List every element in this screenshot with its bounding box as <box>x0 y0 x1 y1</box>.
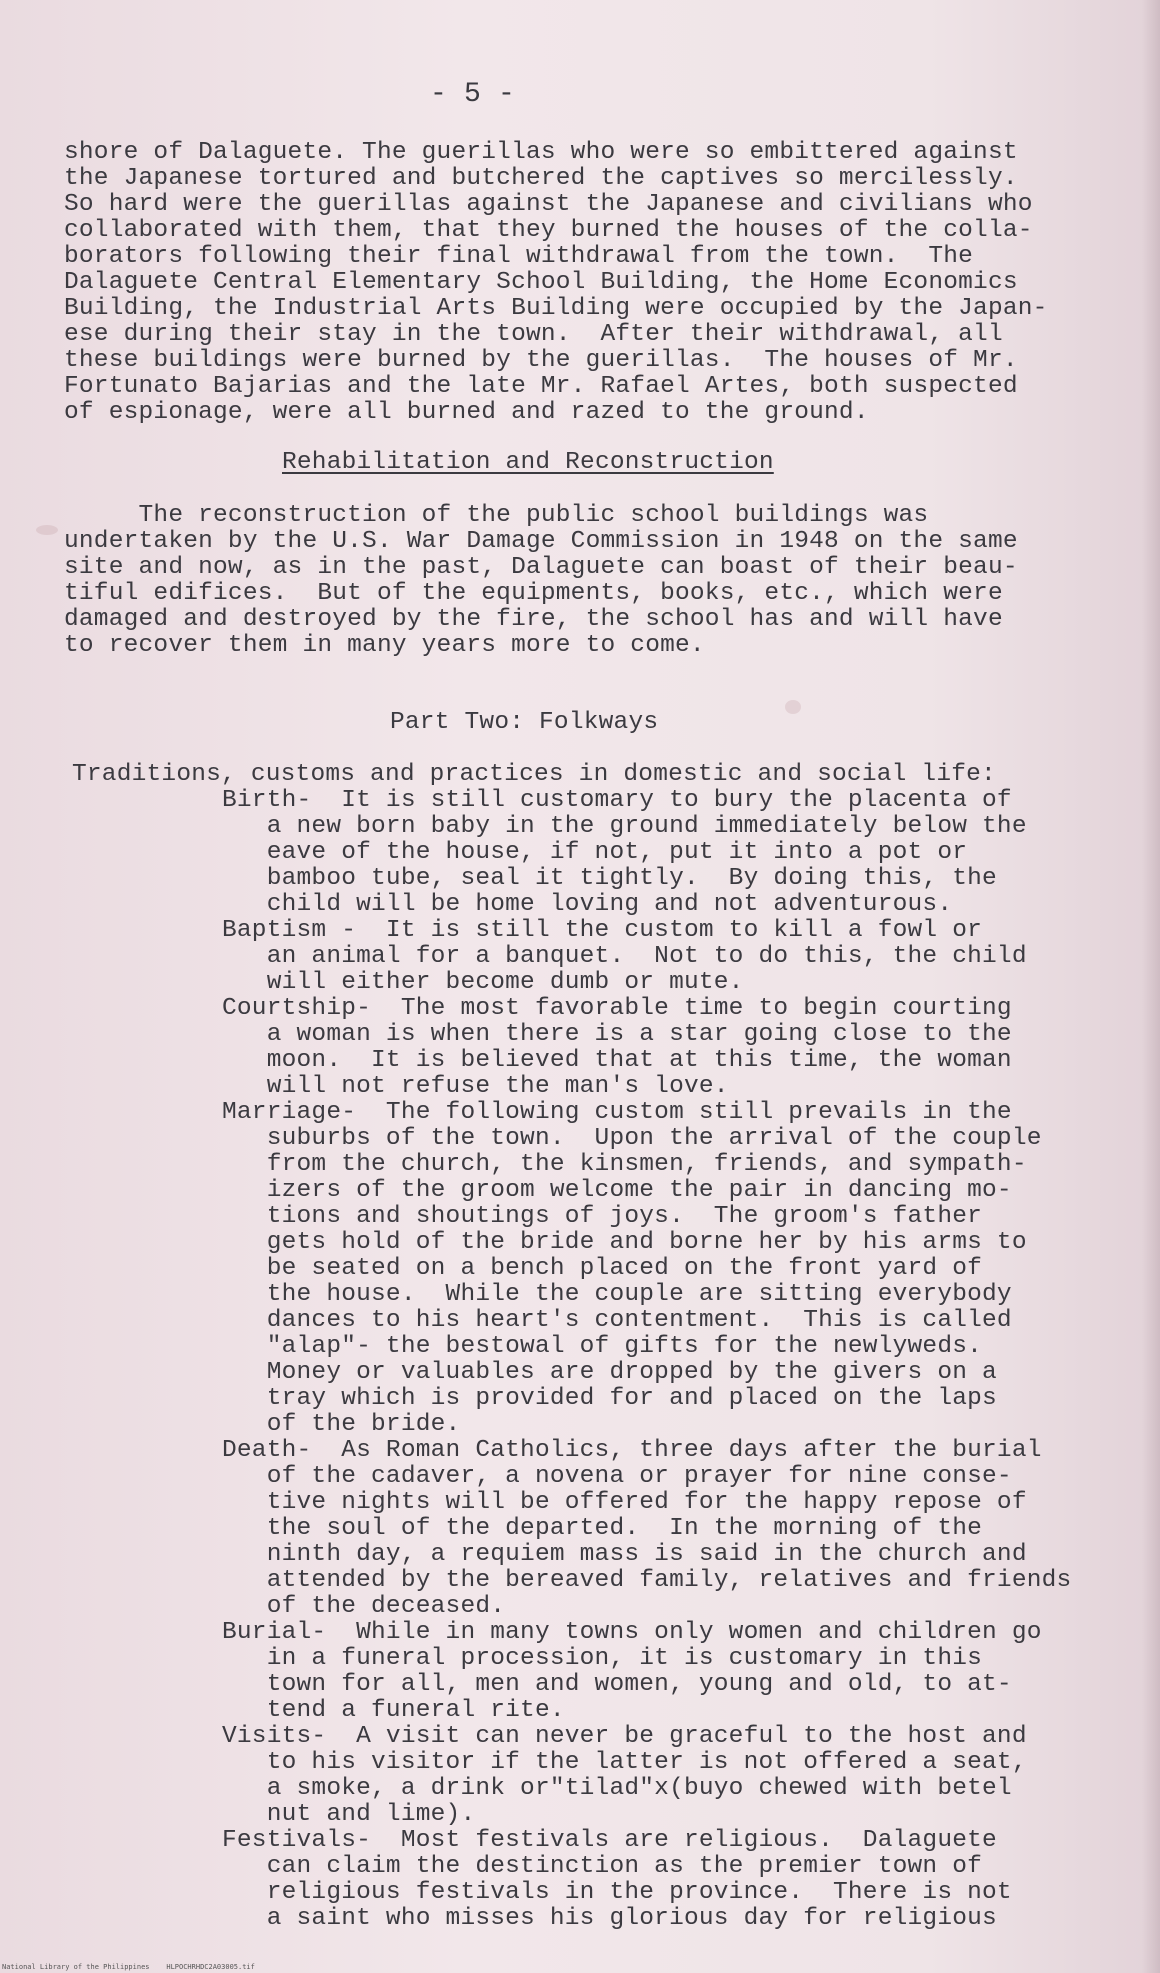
entry-text-line: the soul of the departed. In the morning of the <box>222 1515 983 1542</box>
body-text-line: collaborated with them, that they burned the houses of the colla- <box>64 217 1033 244</box>
body-text-line: shore of Dalaguete. The guerillas who were so embittered against <box>64 139 1018 166</box>
part-heading: Part Two: Folkways <box>390 709 659 736</box>
entry-text-line: suburbs of the town. Upon the arrival of the couple <box>222 1125 1042 1152</box>
body-text-line: the Japanese tortured and butchered the captives so mercilessly. <box>64 165 1018 192</box>
entry-text-line: of the cadaver, a novena or prayer for nine conse- <box>222 1463 1012 1490</box>
entry-term-line: Festivals- Most festivals are religious. Dalaguete <box>222 1827 997 1854</box>
body-text-line: So hard were the guerillas against the Japanese and civilians who <box>64 191 1033 218</box>
body-text-line: undertaken by the U.S. War Damage Commission in 1948 on the same <box>64 528 1018 555</box>
entry-text-line: can claim the destinction as the premier town of <box>222 1853 983 1880</box>
entry-text-line: gets hold of the bride and borne her by his arms to <box>222 1229 1027 1256</box>
body-text-line: these buildings were burned by the guerillas. The houses of Mr. <box>64 347 1018 374</box>
body-text-line: to recover them in many years more to come. <box>64 632 705 659</box>
entry-text-line: from the church, the kinsmen, friends, and sympath- <box>222 1151 1027 1178</box>
entry-term-line: Marriage- The following custom still prevails in the <box>222 1099 1012 1126</box>
entry-text-line: of the bride. <box>222 1411 461 1438</box>
body-text-line: site and now, as in the past, Dalaguete can boast of their beau- <box>64 554 1018 581</box>
entry-text-line: nut and lime). <box>222 1801 476 1828</box>
body-text-line: of espionage, were all burned and razed to the ground. <box>64 399 869 426</box>
entry-text-line: of the deceased. <box>222 1593 506 1620</box>
entry-text-line: dances to his heart's contentment. This is called <box>222 1307 1012 1334</box>
entry-term-line: Courtship- The most favorable time to begin courting <box>222 995 1012 1022</box>
body-text-line: ese during their stay in the town. After their withdrawal, all <box>64 321 1003 348</box>
entry-text-line: child will be home loving and not adventurous. <box>222 891 953 918</box>
ink-smudge <box>36 525 58 535</box>
entry-text-line: a woman is when there is a star going close to the <box>222 1021 1012 1048</box>
body-text-line: Building, the Industrial Arts Building were occupied by the Japan- <box>64 295 1048 322</box>
page-edge-shadow <box>1142 0 1160 1973</box>
entry-term-line: Baptism - It is still the custom to kill a fowl or <box>222 917 983 944</box>
entry-text-line: "alap"- the bestowal of gifts for the newlyweds. <box>222 1333 983 1360</box>
entry-text-line: to his visitor if the latter is not offered a seat, <box>222 1749 1027 1776</box>
entry-text-line: will not refuse the man's love. <box>222 1073 729 1100</box>
entry-text-line: izers of the groom welcome the pair in dancing mo- <box>222 1177 1012 1204</box>
entry-text-line: bamboo tube, seal it tightly. By doing this, the <box>222 865 997 892</box>
entry-text-line: religious festivals in the province. There is not <box>222 1879 1012 1906</box>
page-number: - 5 - <box>430 79 516 110</box>
entry-text-line: tions and shoutings of joys. The groom's father <box>222 1203 983 1230</box>
ink-smudge <box>785 700 801 714</box>
entry-text-line: town for all, men and women, young and old, to at- <box>222 1671 1012 1698</box>
body-text-line: damaged and destroyed by the fire, the school has and will have <box>64 606 1003 633</box>
scan-footer: National Library of the Philippines HLPOCHRHDC2A03005.tif <box>2 1963 255 1971</box>
entry-text-line: a new born baby in the ground immediately below the <box>222 813 1027 840</box>
body-text-line: borators following their final withdrawal from the town. The <box>64 243 974 270</box>
body-text-line: Fortunato Bajarias and the late Mr. Rafael Artes, both suspected <box>64 373 1018 400</box>
entry-text-line: in a funeral procession, it is customary in this <box>222 1645 983 1672</box>
entry-text-line: attended by the bereaved family, relatives and friends <box>222 1567 1072 1594</box>
entry-term-line: Visits- A visit can never be graceful to the host and <box>222 1723 1027 1750</box>
section-heading: Rehabilitation and Reconstruction <box>282 449 774 476</box>
traditions-intro: Traditions, customs and practices in domestic and social life: <box>72 761 996 788</box>
entry-text-line: moon. It is believed that at this time, the woman <box>222 1047 1012 1074</box>
entry-text-line: Money or valuables are dropped by the givers on a <box>222 1359 997 1386</box>
entry-text-line: be seated on a bench placed on the front yard of <box>222 1255 983 1282</box>
body-text-line: tiful edifices. But of the equipments, books, etc., which were <box>64 580 1003 607</box>
entry-term-line: Death- As Roman Catholics, three days after the burial <box>222 1437 1042 1464</box>
entry-term-line: Burial- While in many towns only women and children go <box>222 1619 1042 1646</box>
body-text-line: The reconstruction of the public school buildings was <box>64 502 929 529</box>
entry-text-line: eave of the house, if not, put it into a pot or <box>222 839 968 866</box>
entry-text-line: will either become dumb or mute. <box>222 969 744 996</box>
entry-text-line: a smoke, a drink or"tilad"x(buyo chewed with betel <box>222 1775 1012 1802</box>
entry-text-line: a saint who misses his glorious day for religious <box>222 1905 997 1932</box>
entry-term-line: Birth- It is still customary to bury the placenta of <box>222 787 1012 814</box>
entry-text-line: ninth day, a requiem mass is said in the church and <box>222 1541 1027 1568</box>
entry-text-line: tive nights will be offered for the happy repose of <box>222 1489 1027 1516</box>
entry-text-line: the house. While the couple are sitting everybody <box>222 1281 1012 1308</box>
entry-text-line: tend a funeral rite. <box>222 1697 565 1724</box>
entry-text-line: tray which is provided for and placed on the laps <box>222 1385 997 1412</box>
entry-text-line: an animal for a banquet. Not to do this, the child <box>222 943 1027 970</box>
body-text-line: Dalaguete Central Elementary School Building, the Home Economics <box>64 269 1018 296</box>
